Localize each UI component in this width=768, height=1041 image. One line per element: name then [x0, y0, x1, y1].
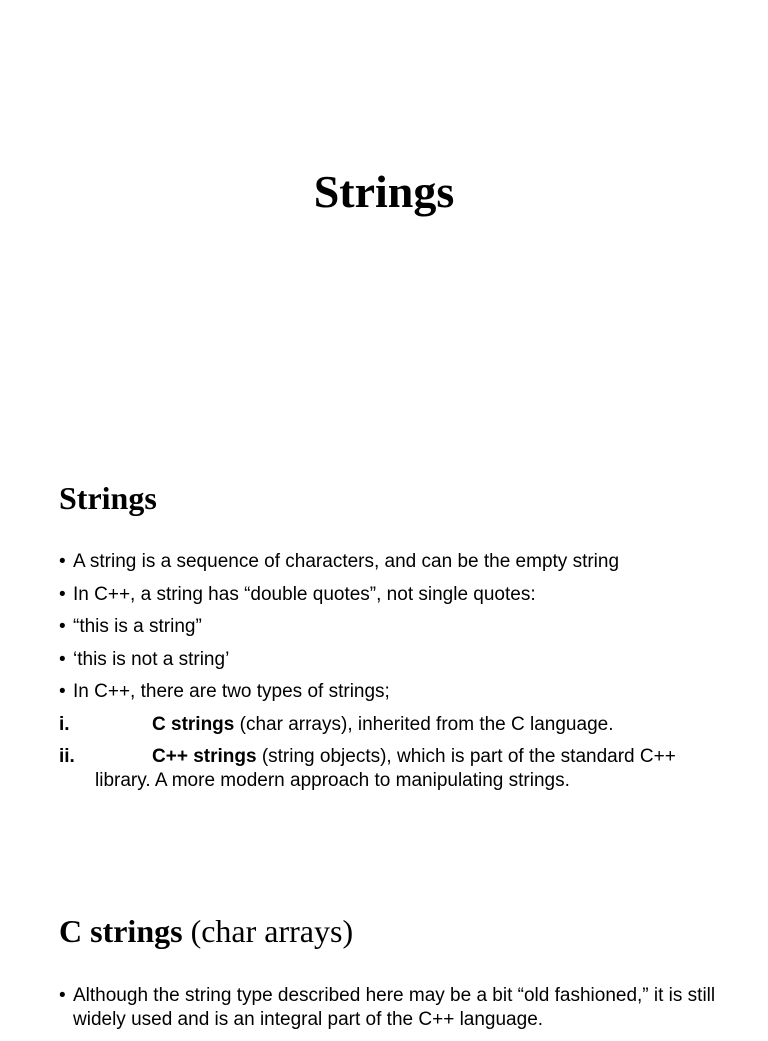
bullet-icon: • — [59, 551, 66, 572]
list-item — [59, 550, 719, 574]
list-item-text: In C++, a string has “double quotes”, not single quotes: — [73, 583, 536, 605]
list-item-text: Although the string type described here may be a bit “old fashioned,” it is still widely used and is an integral part of the C++ language. — [73, 985, 716, 1030]
list-item — [59, 984, 719, 1032]
list-item — [59, 648, 719, 672]
bullet-list — [59, 984, 719, 1041]
bullet-icon: • — [59, 985, 66, 1006]
numbered-item — [59, 713, 719, 737]
list-marker: ii. — [59, 746, 75, 767]
c-strings-slide — [0, 864, 768, 1030]
title-slide — [0, 0, 768, 432]
list-item-text: “this is a string” — [73, 616, 202, 637]
heading-bold: C strings — [59, 913, 183, 949]
bullet-list — [59, 550, 719, 802]
list-item — [59, 615, 719, 639]
description: (string objects), which is part of the standard C++ — [256, 746, 676, 767]
numbered-item — [59, 745, 719, 793]
list-item-text: A string is a sequence of characters, and can be the empty string — [73, 551, 620, 572]
list-marker: i. — [59, 713, 70, 735]
list-item-text: In C++, there are two types of strings; — [73, 681, 390, 702]
continuation-text: library. A more modern approach to manipulating strings. — [95, 770, 570, 791]
list-item — [59, 680, 719, 704]
bullet-icon: • — [59, 681, 66, 702]
list-item-text: ‘this is not a string’ — [73, 648, 230, 670]
term: C strings — [152, 713, 235, 735]
heading-rest: (char arrays) — [182, 913, 354, 949]
description: (char arrays), inherited from the C language. — [234, 713, 614, 735]
slide-title: Strings — [313, 166, 455, 217]
slide-heading: Strings — [59, 480, 157, 516]
numbered-item-text — [95, 746, 676, 767]
bullet-icon: • — [59, 583, 66, 605]
strings-slide — [0, 432, 768, 864]
slide-heading — [59, 911, 353, 951]
numbered-item-text — [95, 714, 613, 735]
bullet-icon: • — [59, 648, 66, 670]
list-item — [59, 583, 719, 607]
bullet-icon: • — [59, 616, 66, 637]
term: C++ strings — [152, 746, 257, 767]
